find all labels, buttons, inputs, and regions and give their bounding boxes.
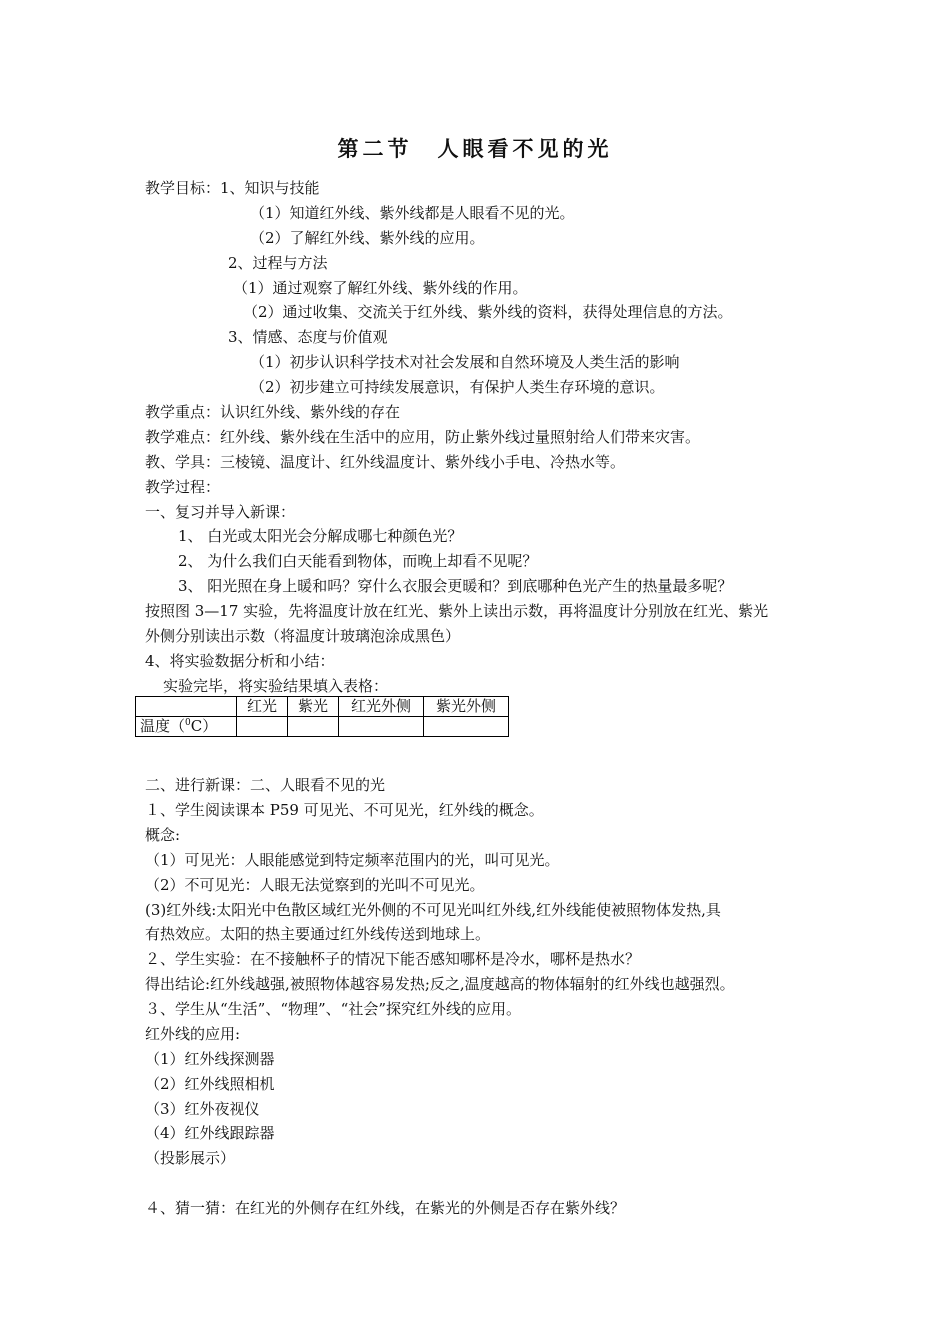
table-cell	[424, 717, 509, 737]
table-cell	[237, 717, 288, 737]
process-label: 教学过程：	[145, 478, 221, 496]
goals-label: 教学目标：1、知识与技能	[145, 179, 320, 197]
result-table	[135, 696, 509, 737]
concept-label: 概念:	[145, 826, 181, 844]
application-4: （4）红外线跟踪器	[145, 1124, 275, 1142]
key-point: 教学重点：认识红外线、紫外线的存在	[145, 403, 401, 421]
concept-3-line-2: 有热效应。太阳的热主要通过红外线传送到地球上。	[145, 925, 491, 943]
table-header-cell: 红光外侧	[339, 697, 424, 717]
concept-3-line-1: (3)红外线:太阳光中色散区域红光外侧的不可见光叫红外线,红外线能使被照物体发热,具	[145, 901, 721, 919]
table-header-cell: 紫光	[288, 697, 339, 717]
experiment-line-2: 外侧分别读出示数（将温度计玻璃泡涂成黑色）	[145, 627, 461, 645]
table-header-cell: 红光	[237, 697, 288, 717]
review-question-2: 2、 为什么我们白天能看到物体，而晚上却看不见呢？	[178, 552, 538, 570]
conclusion: 得出结论:红外线越强,被照物体越容易发热;反之,温度越高的物体辐射的红外线也越强烈。	[145, 975, 735, 993]
projection-note: （投影展示）	[145, 1149, 236, 1167]
applications-head: 红外线的应用:	[145, 1025, 241, 1043]
review-question-1: 1、 白光或太阳光会分解成哪七种颜色光？	[178, 527, 463, 545]
difficulty: 教学难点：红外线、紫外线在生活中的应用，防止紫外线过量照射给人们带来灾害。	[145, 428, 701, 446]
review-question-3: 3、 阳光照在身上暖和吗？穿什么衣服会更暖和？到底哪种色光产生的热量最多呢？	[178, 577, 733, 595]
application-3: （3）红外夜视仪	[145, 1100, 260, 1118]
step-2: ２、学生实验：在不接触杯子的情况下能否感知哪杯是冷水，哪杯是热水？	[145, 950, 641, 968]
goal-process-head: 2、过程与方法	[228, 254, 328, 272]
fill-instruction: 实验完毕，将实验结果填入表格：	[163, 677, 389, 695]
goal-knowledge-1: （1）知道红外线、紫外线都是人眼看不见的光。	[250, 204, 575, 222]
table-cell	[288, 717, 339, 737]
temperature-label: 温度（$^0$C）	[136, 717, 237, 737]
table-header-cell: 紫光外侧	[424, 697, 509, 717]
goal-emotion-1: （1）初步认识科学技术对社会发展和自然环境及人类生活的影响	[250, 353, 680, 371]
goal-emotion-head: 3、情感、态度与价值观	[228, 328, 388, 346]
table-header-row	[136, 697, 509, 717]
review-head: 一、复习并导入新课：	[145, 503, 296, 521]
concept-1: （1）可见光：人眼能感觉到特定频率范围内的光，叫可见光。	[145, 851, 560, 869]
page-title: 第二节 人眼看不见的光	[337, 136, 613, 161]
goal-process-2: （2）通过收集、交流关于红外线、紫外线的资料，获得处理信息的方法。	[243, 303, 733, 321]
table-cell	[339, 717, 424, 737]
goal-emotion-2: （2）初步建立可持续发展意识，有保护人类生存环境的意识。	[250, 378, 665, 396]
table-row	[136, 717, 509, 737]
goal-knowledge-2: （2）了解红外线、紫外线的应用。	[250, 229, 485, 247]
analysis-head: 4、将实验数据分析和小结：	[145, 652, 335, 670]
concept-2: （2）不可见光：人眼无法觉察到的光叫不可见光。	[145, 876, 485, 894]
new-lesson-head: 二、进行新课：二、人眼看不见的光	[145, 776, 386, 794]
experiment-line-1: 按照图 3—17 实验，先将温度计放在红光、紫外上读出示数，再将温度计分别放在红光、紫光	[145, 602, 769, 620]
step-4: ４、猜一猜：在红光的外侧存在红外线，在紫光的外侧是否存在紫外线？	[145, 1199, 626, 1217]
application-2: （2）红外线照相机	[145, 1075, 275, 1093]
application-1: （1）红外线探测器	[145, 1050, 275, 1068]
step-1: １、学生阅读课本 P59 可见光、不可见光，红外线的概念。	[145, 801, 544, 819]
goal-process-1: （1）通过观察了解红外线、紫外线的作用。	[233, 279, 528, 297]
tools: 教、学具：三棱镜、温度计、红外线温度计、紫外线小手电、冷热水等。	[145, 453, 626, 471]
table-header-cell	[136, 697, 237, 717]
step-3: ３、学生从“生活”、“物理”、“社会”探究红外线的应用。	[145, 1000, 522, 1018]
